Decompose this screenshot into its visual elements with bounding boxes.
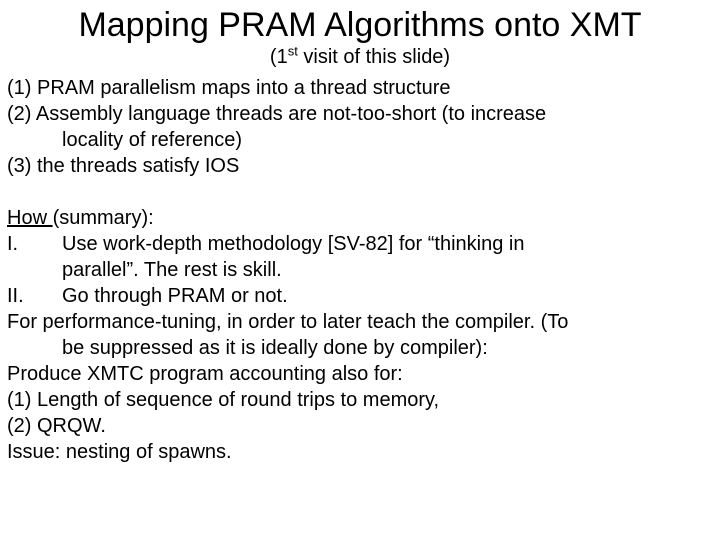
produce-line: Produce XMTC program accounting also for: — [7, 363, 403, 385]
performance-tuning-continued: be suppressed as it is ideally done by compiler): — [62, 337, 488, 359]
how-heading — [7, 205, 715, 231]
item-1-marker: I. — [7, 233, 19, 255]
item-1-text: Use work-depth methodology [SV-82] for “thinking in — [62, 233, 525, 255]
how-item-1 — [7, 231, 715, 257]
slide-title: Mapping PRAM Algorithms onto XMT — [78, 6, 642, 44]
item-2-marker: II. — [7, 285, 24, 307]
how-item-2 — [7, 283, 715, 309]
how-item-1-continued: parallel”. The rest is skill. — [62, 259, 282, 281]
how-heading-underlined: How — [7, 207, 53, 229]
item-2-text: Go through PRAM or not. — [62, 285, 288, 307]
spacer — [7, 179, 715, 205]
accounting-item-2: (2) QRQW. — [7, 415, 106, 437]
goal-3: (3) the threads satisfy IOS — [7, 155, 240, 177]
goal-1: (1) PRAM parallelism maps into a thread structure — [7, 77, 451, 99]
subtitle-superscript: st — [287, 43, 298, 59]
how-heading-rest: (summary): — [52, 207, 154, 229]
subtitle-suffix: visit of this slide) — [297, 46, 451, 68]
slide-body — [7, 75, 715, 465]
goal-2: (2) Assembly language threads are not-too-short (to increase — [7, 103, 547, 125]
performance-tuning-line: For performance-tuning, in order to later teach the compiler. (To — [7, 311, 569, 333]
accounting-item-1: (1) Length of sequence of round trips to memory, — [7, 389, 440, 411]
issue-line: Issue: nesting of spawns. — [7, 441, 232, 463]
slide-subtitle — [0, 44, 720, 70]
subtitle-prefix: (1 — [269, 46, 288, 68]
goal-2-continued: locality of reference) — [62, 129, 243, 151]
